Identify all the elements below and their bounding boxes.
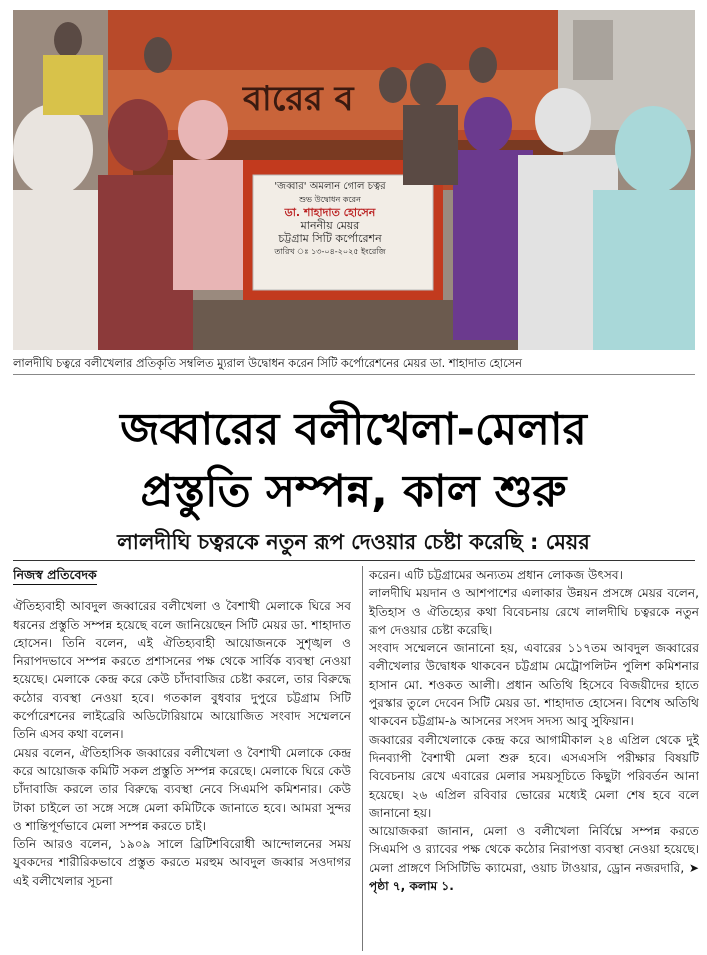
byline: নিজস্ব প্রতিবেদক [13,566,97,585]
plaque-line: শুভ উদ্বোধন করেন [299,195,361,204]
continuation-link[interactable]: ➤ পৃষ্ঠা ৭, কলাম ১. [369,860,699,894]
plaque-line: চট্টগ্রাম সিটি কর্পোরেশন [278,232,382,245]
mural-text: বারের ব [243,79,354,119]
article-paragraph: সংবাদ সম্মেলনে জানানো হয়, এবারের ১১৭তম আবদুল জব্বারের বলীখেলার উদ্বোধক থাকবেন চট্টগ্রাম মেট্রোপলিটন পুলিশ কমিশনার হাসান মো. শওকত আলী। প্রধান অতিথি হিসেবে বিজয়ীদের হাতে পুরস্কার তুলে দেবেন সিটি মেয়র ডা. শাহাদাত হোসেন। বিশেষ অতিথি থাকবেন চট্টগ্রাম-৯ আসনের সংসদ সদস্য আবু সুফিয়ান। [369,641,699,729]
article-column-left [13,566,351,951]
article-paragraph [369,822,699,895]
plaque-line: ডা. শাহাদাত হোসেন [284,206,376,219]
subheadline: লালদীঘি চত্বরকে নতুন রূপ দেওয়ার চেষ্টা করেছি : মেয়র [117,530,590,554]
plaque-line: তারিখ ঃ ১৩-০৪-২০২৫ ইংরেজি [274,247,386,256]
article-paragraph: তিনি আরও বলেন, ১৯০৯ সালে ব্রিটিশবিরোধী আন্দোলনের সময় যুবকদের শারীরিকভাবে প্রস্তুত করতে মরহুম আবদুল জব্বার সওদাগর এই বলীখেলার সূচনা [13,837,351,888]
headline-line-1: জব্বারের বলীখেলা-মেলার [120,404,587,455]
plaque-line: 'জব্বার' অমলান গোল চত্বর [274,181,386,192]
divider [13,560,695,561]
headline-line-2: প্রস্তুতি সম্পন্ন, কাল শুরু [140,466,567,517]
article-paragraph: লালদীঘি ময়দান ও আশপাশের এলাকার উন্নয়ন প্রসঙ্গে মেয়র বলেন, ইতিহাস ও ঐতিহ্যের কথা বিবেচনায় রেখে লালদীঘি চত্বরকে নতুন রূপ দেওয়ার চেষ্টা করেছি। [369,586,699,637]
article-paragraph-text: আয়োজকরা জানান, মেলা ও বলীখেলা নির্বিঘ্নে সম্পন্ন করতে সিএমপি ও র‍্যাবের পক্ষ থেকে কঠোর নিরাপত্তা ব্যবস্থা নেওয়া হয়েছে। মেলা প্রাঙ্গণে সিসিটিভি ক্যামেরা, ওয়াচ টাওয়ার, ড্রোন নজরদারি, [369,824,699,875]
article-column-right [362,566,699,951]
plaque [245,180,415,258]
news-photo [13,10,695,350]
photo-caption: লালদীঘি চত্বরে বলীখেলার প্রতিকৃতি সম্বলিত ম্যুরাল উদ্বোধন করেন সিটি কর্পোরেশনের মেয়র ডা. শাহাদাত হোসেন [13,356,695,375]
article-paragraph: করেন। এটি চট্টগ্রামের অন্যতম প্রধান লোকজ উৎসব। [369,568,623,582]
article-paragraph: ঐতিহ্যবাহী আবদুল জব্বারের বলীখেলা ও বৈশাখী মেলাকে ঘিরে সব ধরনের প্রস্তুতি সম্পন্ন হয়েছে বলে জানিয়েছেন সিটি মেয়র ডা. শাহাদাত হোসেন। তিনি বলেন, এই ঐতিহ্যবাহী আয়োজনকে সুশৃঙ্খল ও নিরাপদভাবে সম্পন্ন করতে প্রশাসনের পক্ষ থেকে সার্বিক ব্যবস্থা নেওয়া হয়েছে। মেলাকে কেন্দ্র করে কেউ চাঁদাবাজির চেষ্টা করলে, তার বিরুদ্ধে কঠোর ব্যবস্থা নেওয়া হবে। গতকাল বুধবার দুপুরে চট্টগ্রাম সিটি কর্পোরেশনের লাইব্রেরি অডিটোরিয়ামে আয়োজিত সংবাদ সম্মেলনে তিনি এসব কথা বলেন। [13,599,351,742]
article-paragraph: মেয়র বলেন, ঐতিহাসিক জব্বারের বলীখেলা ও বৈশাখী মেলাকে কেন্দ্র করে আয়োজক কমিটি সকল প্রস্তুতি সম্পন্ন করেছে। মেলাকে ঘিরে কেউ চাঁদাবাজি করলে তার বিরুদ্ধে ব্যবস্থা নেবে সিএমপি কমিশনার। কেউ টাকা চাইলে তা সঙ্গে সঙ্গে মেলা কমিটিকে জানাতে হবে। আমরা সুন্দর ও শান্তিপূর্ণভাবে মেলা সম্পন্ন করতে চাই। [13,745,351,833]
plaque-line: মাননীয় মেয়র [300,219,360,232]
article-paragraph: জব্বারের বলীখেলাকে কেন্দ্র করে আগামীকাল ২৪ এপ্রিল থেকে দুই দিনব্যাপী বৈশাখী মেলা শুরু হবে। এসএসসি পরীক্ষার বিষয়টি বিবেচনায় রেখে এবারের মেলার সময়সূচিতে কিছুটা পরিবর্তন আনা হয়েছে। ২৬ এপ্রিল রবিবার ভোরের মধ্যেই মেলা শেষ হবে বলে জানানো হয়। [369,732,699,820]
